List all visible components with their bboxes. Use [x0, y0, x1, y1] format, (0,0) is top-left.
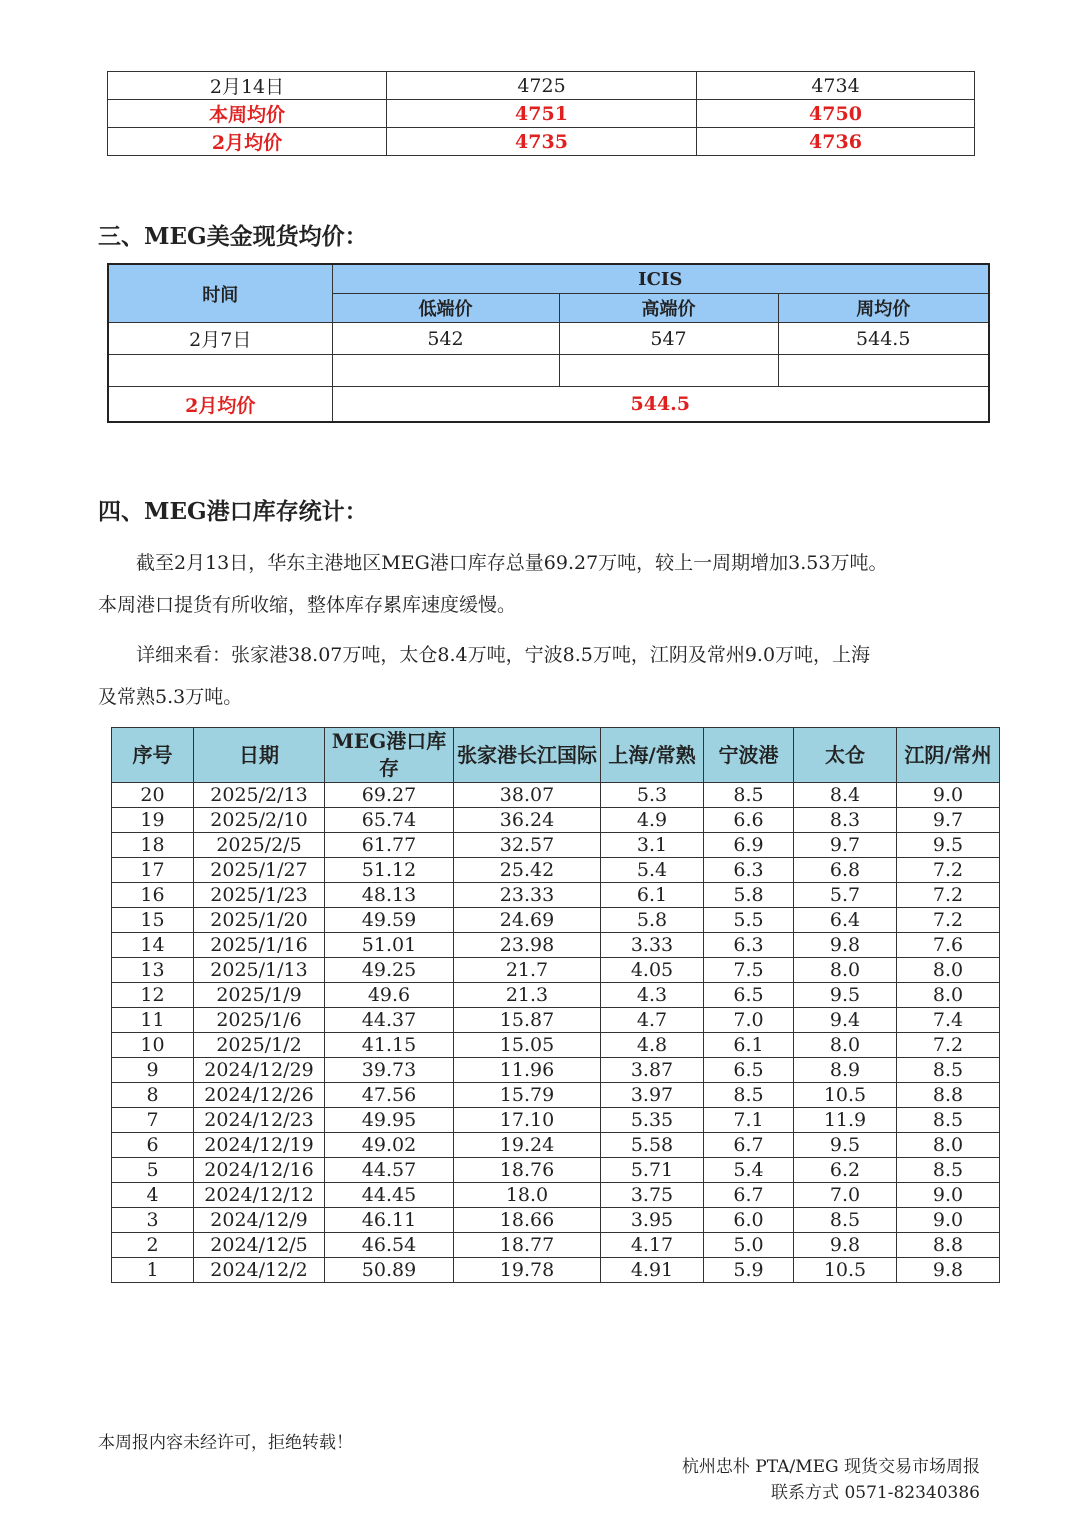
cell: 19.24 [454, 1133, 601, 1158]
cell: 11.9 [794, 1108, 897, 1133]
cell: 3.97 [601, 1083, 704, 1108]
cell: 2024/12/5 [194, 1233, 325, 1258]
column-header: 日期 [194, 728, 325, 783]
month-average-row [108, 387, 989, 423]
table-row [112, 908, 1000, 933]
cell: 2024/12/26 [194, 1083, 325, 1108]
cell: 7.0 [794, 1183, 897, 1208]
cell: 10 [112, 1033, 194, 1058]
para2-line2: 及常熟5.3万吨。 [98, 686, 243, 708]
cell: 5.9 [704, 1258, 794, 1283]
table-row [112, 1008, 1000, 1033]
cell: 48.13 [325, 883, 454, 908]
table-row [112, 1083, 1000, 1108]
cell: 17 [112, 858, 194, 883]
cell: 9.4 [794, 1008, 897, 1033]
cell: 6.5 [704, 1058, 794, 1083]
cell: 46.11 [325, 1208, 454, 1233]
cell: 4.17 [601, 1233, 704, 1258]
cell: 4.91 [601, 1258, 704, 1283]
table-row-empty [108, 355, 989, 387]
cell: 8.5 [897, 1058, 1000, 1083]
table-row [112, 858, 1000, 883]
column-header: 序号 [112, 728, 194, 783]
cell: 4 [112, 1183, 194, 1208]
cell: 5.0 [704, 1233, 794, 1258]
cell: 6.1 [601, 883, 704, 908]
cell: 8.0 [794, 958, 897, 983]
cell: 9.8 [897, 1258, 1000, 1283]
cell: 49.6 [325, 983, 454, 1008]
col-low: 低端价 [332, 294, 559, 323]
cell: 9 [112, 1058, 194, 1083]
cell: 8.8 [897, 1233, 1000, 1258]
cell: 9.7 [897, 808, 1000, 833]
cell: 17.10 [454, 1108, 601, 1133]
table-row [108, 323, 989, 355]
cell: 65.74 [325, 808, 454, 833]
cell: 7.1 [704, 1108, 794, 1133]
cell: 44.57 [325, 1158, 454, 1183]
cell: 21.3 [454, 983, 601, 1008]
cell: 3.87 [601, 1058, 704, 1083]
cell: 49.02 [325, 1133, 454, 1158]
cell: 9.0 [897, 1183, 1000, 1208]
cell: 9.5 [794, 1133, 897, 1158]
cell: 542 [332, 323, 559, 355]
cell: 19 [112, 808, 194, 833]
cell: 4.8 [601, 1033, 704, 1058]
cell: 18 [112, 833, 194, 858]
cell: 2025/1/13 [194, 958, 325, 983]
cell: 51.12 [325, 858, 454, 883]
cell: 2 [112, 1233, 194, 1258]
cell: 49.59 [325, 908, 454, 933]
cell: 6.5 [704, 983, 794, 1008]
publisher: 杭州忠朴 PTA/MEG 现货交易市场周报 [681, 1457, 980, 1477]
section4-heading: 四、MEG港口库存统计： [98, 498, 368, 525]
cell: 20 [112, 783, 194, 808]
cell: 2月均价 [108, 128, 387, 156]
cell: 2024/12/16 [194, 1158, 325, 1183]
cell: 5.71 [601, 1158, 704, 1183]
cell: 6.6 [704, 808, 794, 833]
column-header: 太仓 [794, 728, 897, 783]
cell: 10.5 [794, 1258, 897, 1283]
cell: 18.0 [454, 1183, 601, 1208]
cell: 8.0 [897, 958, 1000, 983]
cell: 2024/12/12 [194, 1183, 325, 1208]
cell: 49.95 [325, 1108, 454, 1133]
cell: 3.1 [601, 833, 704, 858]
cell: 25.42 [454, 858, 601, 883]
cell: 6.3 [704, 858, 794, 883]
cell: 2月7日 [108, 323, 332, 355]
cell: 18.76 [454, 1158, 601, 1183]
table-row [112, 1258, 1000, 1283]
cell: 6 [112, 1133, 194, 1158]
cell: 8.5 [897, 1108, 1000, 1133]
cell: 69.27 [325, 783, 454, 808]
cell: 13 [112, 958, 194, 983]
cell: 18.66 [454, 1208, 601, 1233]
cell: 9.8 [794, 1233, 897, 1258]
cell: 4725 [387, 72, 697, 100]
cell: 8.5 [704, 1083, 794, 1108]
cell: 11 [112, 1008, 194, 1033]
copyright-notice: 本周报内容未经许可，拒绝转载！ [98, 1433, 353, 1453]
table-row [112, 1108, 1000, 1133]
contact-info: 联系方式 0571-82340386 [771, 1483, 980, 1503]
table-row [112, 808, 1000, 833]
table-row [112, 958, 1000, 983]
cell: 6.3 [704, 933, 794, 958]
cell: 15 [112, 908, 194, 933]
paragraph-1 [98, 542, 1018, 626]
cell: 8.3 [794, 808, 897, 833]
column-header: 宁波港 [704, 728, 794, 783]
cell: 7.2 [897, 908, 1000, 933]
cell: 14 [112, 933, 194, 958]
col-high: 高端价 [559, 294, 778, 323]
cell: 51.01 [325, 933, 454, 958]
cell: 4735 [387, 128, 697, 156]
cell: 4.3 [601, 983, 704, 1008]
cell: 36.24 [454, 808, 601, 833]
table-row [112, 783, 1000, 808]
cell: 47.56 [325, 1083, 454, 1108]
cell: 1 [112, 1258, 194, 1283]
cell: 2024/12/29 [194, 1058, 325, 1083]
table-row [108, 72, 975, 100]
cell: 7.6 [897, 933, 1000, 958]
cell: 32.57 [454, 833, 601, 858]
col-icis: ICIS [332, 264, 989, 294]
table-row [108, 100, 975, 128]
column-header: 张家港长江国际 [454, 728, 601, 783]
cell: 8.9 [794, 1058, 897, 1083]
cell: 5.5 [704, 908, 794, 933]
cell: 3 [112, 1208, 194, 1233]
month-label: 2月均价 [108, 387, 332, 423]
cell: 6.1 [704, 1033, 794, 1058]
cell: 8.5 [794, 1208, 897, 1233]
cell: 5.58 [601, 1133, 704, 1158]
cell: 6.7 [704, 1183, 794, 1208]
cell: 7 [112, 1108, 194, 1133]
cell: 547 [559, 323, 778, 355]
para1-line1: 截至2月13日，华东主港地区MEG港口库存总量69.27万吨，较上一周期增加3.53万吨。 [136, 552, 888, 574]
cell: 18.77 [454, 1233, 601, 1258]
cell: 16 [112, 883, 194, 908]
table-row [112, 1133, 1000, 1158]
cell: 41.15 [325, 1033, 454, 1058]
cell: 50.89 [325, 1258, 454, 1283]
cell: 6.7 [704, 1133, 794, 1158]
cell: 4734 [697, 72, 975, 100]
port-inventory-table [111, 727, 1000, 1283]
table-row [112, 833, 1000, 858]
cell: 2025/2/5 [194, 833, 325, 858]
cell: 2025/1/2 [194, 1033, 325, 1058]
cell: 3.75 [601, 1183, 704, 1208]
cell: 4.7 [601, 1008, 704, 1033]
cell: 2024/12/19 [194, 1133, 325, 1158]
table-row [112, 983, 1000, 1008]
column-header: 上海/常熟 [601, 728, 704, 783]
cell: 7.2 [897, 858, 1000, 883]
cell: 6.0 [704, 1208, 794, 1233]
cell: 21.7 [454, 958, 601, 983]
table-row [112, 1058, 1000, 1083]
cell: 23.33 [454, 883, 601, 908]
table-row [112, 1033, 1000, 1058]
table-row [112, 1183, 1000, 1208]
cell: 7.2 [897, 883, 1000, 908]
cell: 10.5 [794, 1083, 897, 1108]
cell: 23.98 [454, 933, 601, 958]
cell: 9.0 [897, 783, 1000, 808]
cell: 7.5 [704, 958, 794, 983]
cell: 4.05 [601, 958, 704, 983]
cell: 8.5 [704, 783, 794, 808]
cell: 5.35 [601, 1108, 704, 1133]
cell: 4751 [387, 100, 697, 128]
cell: 38.07 [454, 783, 601, 808]
cell: 5 [112, 1158, 194, 1183]
cell: 19.78 [454, 1258, 601, 1283]
cell: 44.37 [325, 1008, 454, 1033]
cell: 15.05 [454, 1033, 601, 1058]
cell: 49.25 [325, 958, 454, 983]
cell: 61.77 [325, 833, 454, 858]
cell: 2025/1/16 [194, 933, 325, 958]
cell: 8.0 [897, 983, 1000, 1008]
cell: 2025/1/23 [194, 883, 325, 908]
cell: 9.5 [794, 983, 897, 1008]
column-header: MEG港口库存 [325, 728, 454, 783]
cell: 2025/2/13 [194, 783, 325, 808]
cell: 12 [112, 983, 194, 1008]
cell: 6.9 [704, 833, 794, 858]
table-row [108, 128, 975, 156]
cell: 2025/2/10 [194, 808, 325, 833]
cell: 9.0 [897, 1208, 1000, 1233]
cell: 46.54 [325, 1233, 454, 1258]
cell: 4.9 [601, 808, 704, 833]
cell: 2024/12/23 [194, 1108, 325, 1133]
cell: 8.5 [897, 1158, 1000, 1183]
cell: 7.2 [897, 1033, 1000, 1058]
cell: 2025/1/6 [194, 1008, 325, 1033]
cell: 11.96 [454, 1058, 601, 1083]
cell: 8.0 [897, 1133, 1000, 1158]
cell: 2025/1/27 [194, 858, 325, 883]
meg-usd-spot-table [107, 263, 990, 423]
cell: 8.4 [794, 783, 897, 808]
cell: 5.4 [704, 1158, 794, 1183]
cell: 4736 [697, 128, 975, 156]
table-row [112, 1233, 1000, 1258]
cell: 3.33 [601, 933, 704, 958]
cell: 44.45 [325, 1183, 454, 1208]
section3-heading: 三、MEG美金现货均价： [98, 223, 368, 250]
cell: 6.4 [794, 908, 897, 933]
cell: 15.87 [454, 1008, 601, 1033]
col-time: 时间 [108, 264, 332, 323]
column-header: 江阴/常州 [897, 728, 1000, 783]
cell: 2024/12/2 [194, 1258, 325, 1283]
cell: 39.73 [325, 1058, 454, 1083]
table-row [112, 883, 1000, 908]
cell: 6.2 [794, 1158, 897, 1183]
cell: 5.7 [794, 883, 897, 908]
cell: 4750 [697, 100, 975, 128]
paragraph-2 [98, 634, 1018, 718]
para2-line1: 详细来看：张家港38.07万吨，太仓8.4万吨，宁波8.5万吨，江阴及常州9.0万吨，上海 [136, 644, 871, 666]
table-row [112, 1208, 1000, 1233]
cell: 8 [112, 1083, 194, 1108]
cell: 3.95 [601, 1208, 704, 1233]
cell: 本周均价 [108, 100, 387, 128]
cell: 7.0 [704, 1008, 794, 1033]
cell: 2月14日 [108, 72, 387, 100]
price-table-continued [107, 71, 975, 156]
cell: 2025/1/20 [194, 908, 325, 933]
cell: 6.8 [794, 858, 897, 883]
cell: 5.4 [601, 858, 704, 883]
cell: 8.0 [794, 1033, 897, 1058]
para1-line2: 本周港口提货有所收缩，整体库存累库速度缓慢。 [98, 594, 517, 616]
cell: 5.8 [704, 883, 794, 908]
cell: 9.7 [794, 833, 897, 858]
cell: 544.5 [778, 323, 989, 355]
cell: 2025/1/9 [194, 983, 325, 1008]
cell: 7.4 [897, 1008, 1000, 1033]
cell: 9.8 [794, 933, 897, 958]
col-week: 周均价 [778, 294, 989, 323]
cell: 9.5 [897, 833, 1000, 858]
cell: 2024/12/9 [194, 1208, 325, 1233]
table-row [112, 1158, 1000, 1183]
cell: 5.3 [601, 783, 704, 808]
cell: 8.8 [897, 1083, 1000, 1108]
cell: 5.8 [601, 908, 704, 933]
cell: 24.69 [454, 908, 601, 933]
cell: 15.79 [454, 1083, 601, 1108]
table-row [112, 933, 1000, 958]
month-value: 544.5 [332, 387, 989, 423]
